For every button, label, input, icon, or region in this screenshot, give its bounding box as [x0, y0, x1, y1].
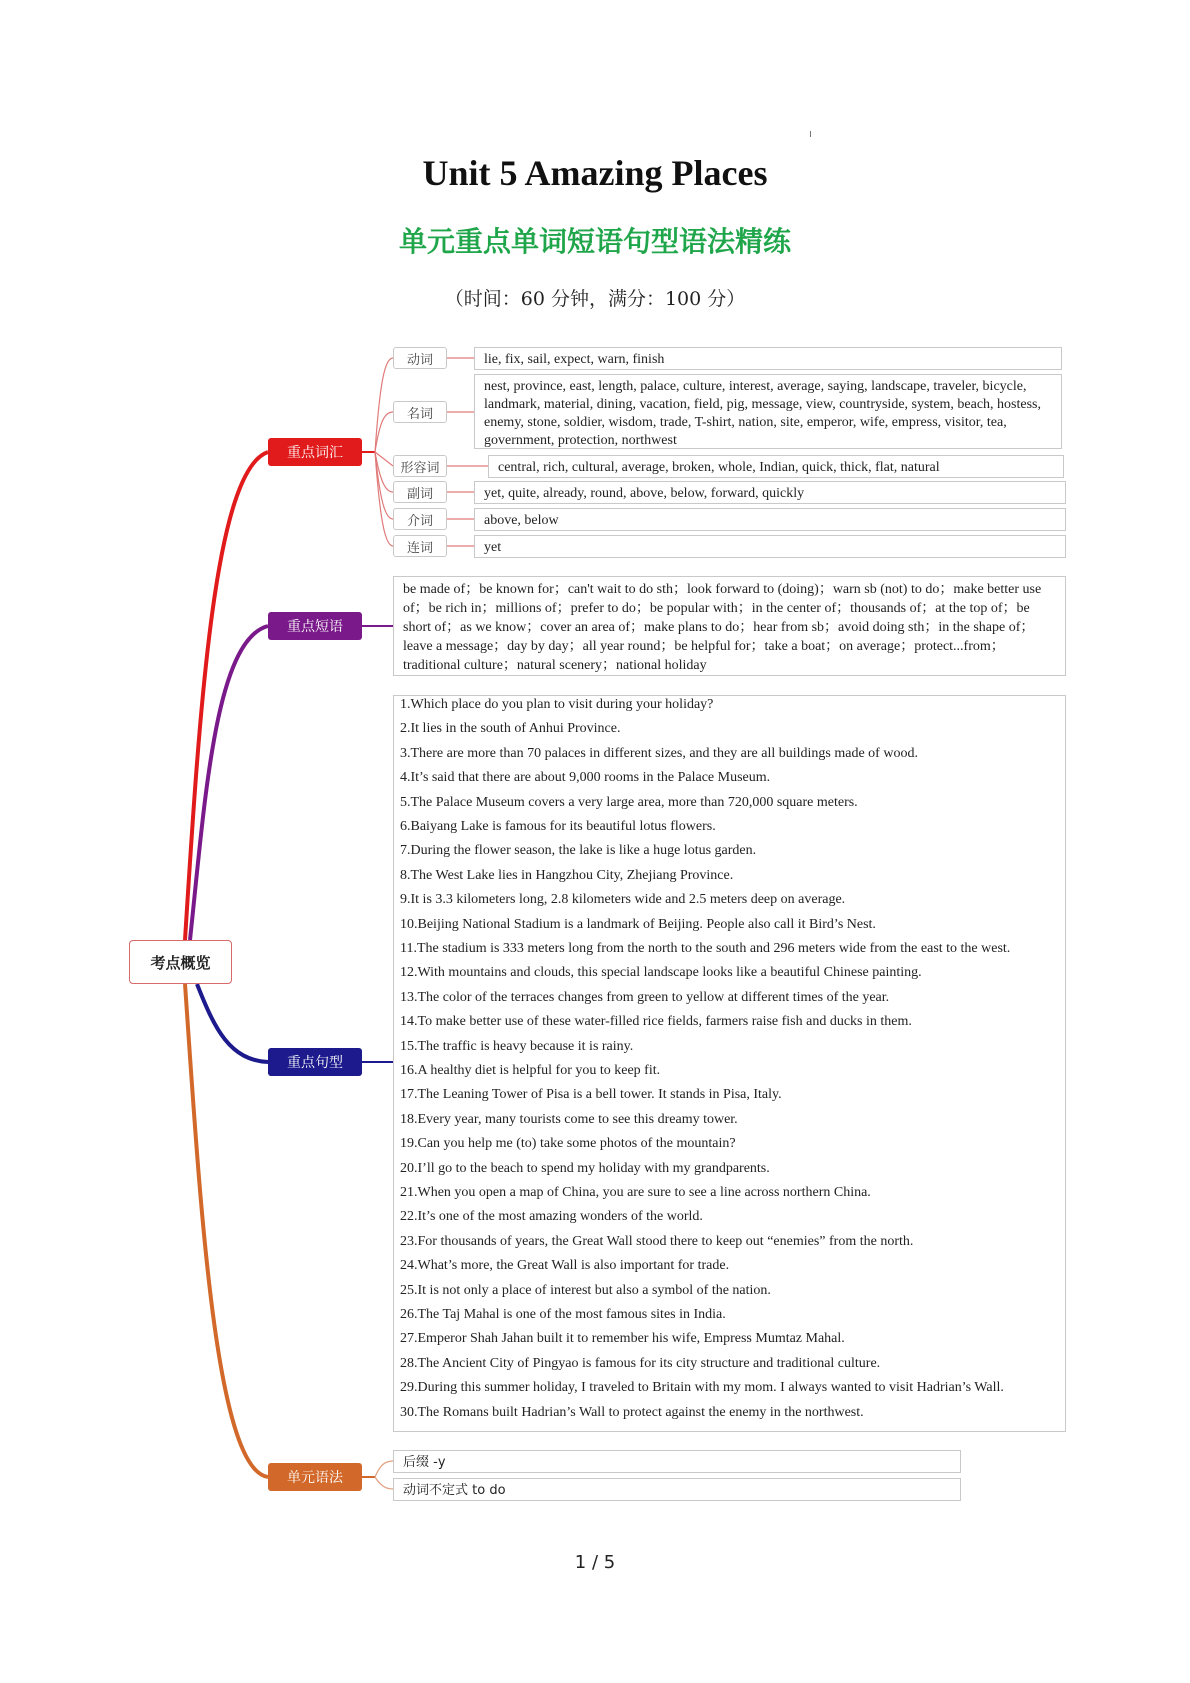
mindmap-root: 考点概览: [129, 940, 232, 984]
branch-vocab: 重点词汇: [268, 438, 362, 466]
grammar-item-suffix-y: 后缀 -y: [393, 1450, 961, 1473]
sentence-line: 13.The color of the terraces changes from green to yellow at different times of the year.: [400, 989, 890, 1005]
sentence-line: 29.During this summer holiday, I traveled to Britain with my mom. I always wanted to visit Hadrian’s Wall.: [400, 1380, 1004, 1396]
vocab-words-adverb: yet, quite, already, round, above, below, forward, quickly: [474, 481, 1066, 504]
sentence-line: 10.Beijing National Stadium is a landmark of Beijing. People also call it Bird’s Nest.: [400, 916, 876, 932]
sentence-line: 20.I’ll go to the beach to spend my holiday with my grandparents.: [400, 1160, 770, 1176]
sentence-line: 12.With mountains and clouds, this special landscape looks like a beautiful Chinese painting.: [400, 965, 922, 981]
sentence-line: 25.It is not only a place of interest but also a symbol of the nation.: [400, 1282, 771, 1298]
sentence-line: 16.A healthy diet is helpful for you to keep fit.: [400, 1063, 661, 1078]
sentence-line: 18.Every year, many tourists come to see this dreamy tower.: [400, 1111, 738, 1127]
sentence-line: 6.Baiyang Lake is famous for its beautiful lotus flowers.: [400, 819, 716, 834]
vocab-words-adjective: central, rich, cultural, average, broken, whole, Indian, quick, thick, flat, natural: [488, 455, 1064, 478]
pos-tag-adverb: 副词: [393, 481, 447, 503]
pos-tag-adjective: 形容词: [393, 455, 447, 477]
sentence-line: 14.To make better use of these water-filled rice fields, farmers raise fish and ducks in them.: [400, 1014, 912, 1030]
grammar-item-infinitive: 动词不定式 to do: [393, 1478, 961, 1501]
branch-grammar: 单元语法: [268, 1463, 362, 1491]
sentence-line: 3.There are more than 70 palaces in different sizes, and they are all buildings made of wood.: [400, 745, 918, 761]
vocab-words-preposition: above, below: [474, 508, 1066, 531]
connector-sentences: [197, 984, 268, 1062]
sentence-line: 11.The stadium is 333 meters long from the north to the south and 296 meters wide from the east to the west.: [400, 941, 1011, 956]
vocab-words-conjunction: yet: [474, 535, 1066, 558]
pos-tag-noun: 名词: [393, 401, 447, 423]
sentence-line: 17.The Leaning Tower of Pisa is a bell tower. It stands in Pisa, Italy.: [400, 1087, 782, 1103]
time-score-line: （时间：60 分钟，满分：100 分）: [444, 288, 746, 310]
sentence-line: 15.The traffic is heavy because it is rainy.: [400, 1038, 634, 1054]
vocab-words-verb: lie, fix, sail, expect, warn, finish: [474, 347, 1062, 370]
sentence-line: 26.The Taj Mahal is one of the most famous sites in India.: [400, 1307, 726, 1322]
phrases-box: be made of；be known for；can't wait to do sth；look forward to (doing)；warn sb (not) to do；make better use of；be rich in；millions of；prefer to do；be popular with；in the center of；thousands of；at the top of；be short of；as we know；cover an area of；make plans to do；hear from sb；avoid doing sth；in the shape of；leave a message；day by day；all year round；be helpful for；take a boat；on average；protect...from；traditional culture；natural scenery；national holiday: [393, 576, 1066, 676]
sentence-line: 23.For thousands of years, the Great Wall stood there to keep out “enemies” from the north.: [400, 1233, 914, 1249]
connector-phrases: [190, 626, 268, 940]
sentence-line: 30.The Romans built Hadrian’s Wall to protect against the enemy in the northwest.: [400, 1404, 864, 1420]
sentence-line: 22.It’s one of the most amazing wonders of the world.: [400, 1209, 703, 1225]
grammar-subconnectors: [375, 1461, 393, 1489]
connector-grammar: [185, 984, 268, 1477]
pos-tag-preposition: 介词: [393, 508, 447, 530]
sentence-line: 4.It’s said that there are about 9,000 rooms in the Palace Museum.: [400, 770, 771, 786]
sentence-line: 27.Emperor Shah Jahan built it to remember his wife, Empress Mumtaz Mahal.: [400, 1331, 845, 1347]
page-subtitle: 单元重点单词短语句型语法精练: [398, 225, 791, 258]
sentence-line: 24.What’s more, the Great Wall is also important for trade.: [400, 1258, 730, 1274]
sentence-line: 9.It is 3.3 kilometers long, 2.8 kilometers wide and 2.5 meters deep on average.: [400, 892, 846, 908]
branch-phrases: 重点短语: [268, 612, 362, 640]
vocab-words-noun: nest, province, east, length, palace, culture, interest, average, saying, landscape, traveler, bicycle, landmark, material, dining, vacation, field, pig, message, view, countryside, system, beach, hostess, enemy, stone, soldier, wisdom, trade, T-shirt, nation, site, emperor, wife, empress, visitor, tea, government, protection, northwest: [474, 374, 1062, 449]
sentence-line: 5.The Palace Museum covers a very large area, more than 720,000 square meters.: [400, 794, 858, 810]
sentence-line: 21.When you open a map of China, you are sure to see a line across northern China.: [400, 1185, 871, 1200]
sentence-line: 2.It lies in the south of Anhui Province.: [400, 721, 621, 737]
sentence-line: 8.The West Lake lies in Hangzhou City, Zhejiang Province.: [400, 867, 734, 883]
sentence-line: 7.During the flower season, the lake is like a huge lotus garden.: [400, 843, 757, 859]
branch-sentences: 重点句型: [268, 1048, 362, 1076]
pos-tag-verb: 动词: [393, 347, 447, 369]
sentence-line: 28.The Ancient City of Pingyao is famous for its city structure and traditional culture.: [400, 1355, 881, 1371]
pos-tag-conjunction: 连词: [393, 535, 447, 557]
sentence-line: 19.Can you help me (to) take some photos of the mountain?: [400, 1136, 736, 1152]
page-title: Unit 5 Amazing Places: [422, 153, 768, 193]
page-mark: [810, 131, 811, 137]
sentence-line: 1.Which place do you plan to visit during your holiday?: [400, 697, 714, 712]
page-number: 1 / 5: [574, 1552, 616, 1573]
